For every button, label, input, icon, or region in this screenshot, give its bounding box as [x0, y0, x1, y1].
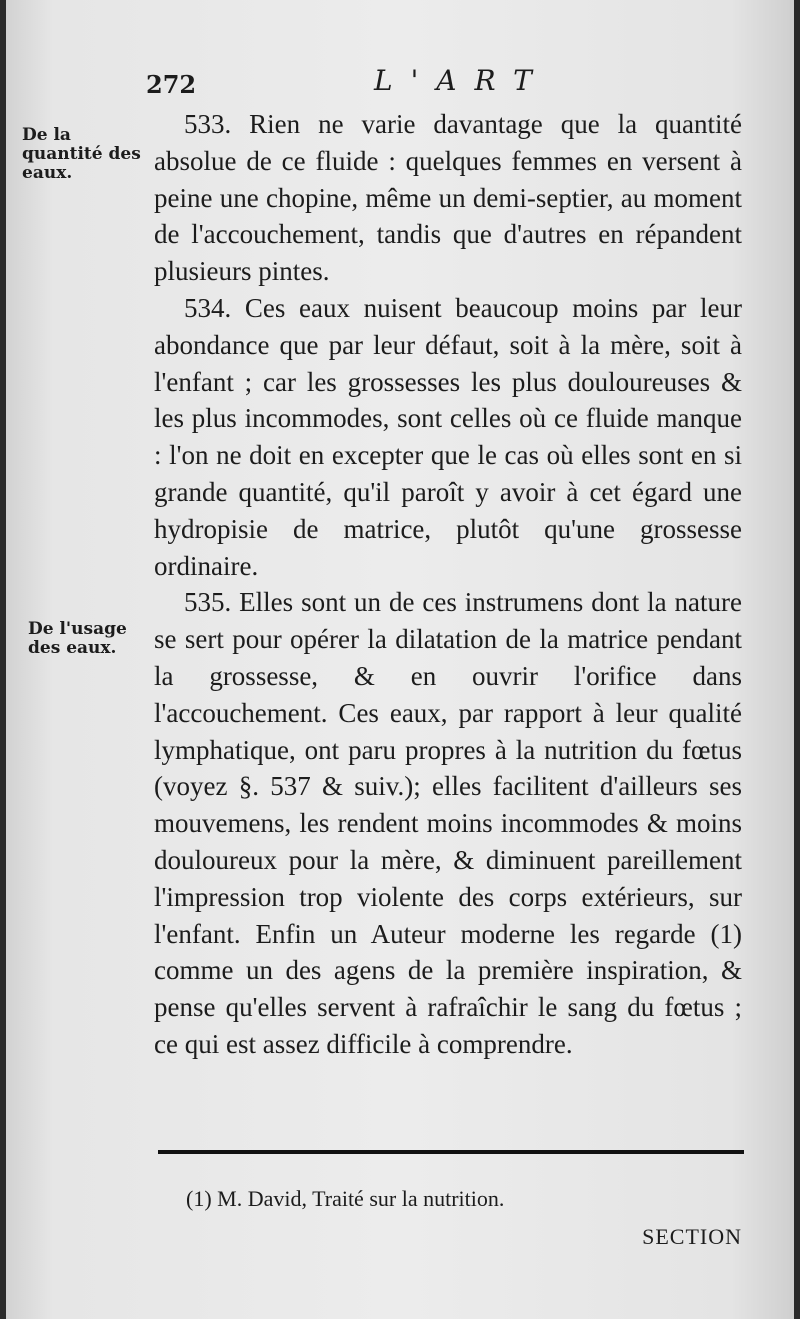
- book-page: [6, 0, 794, 1319]
- catchword: SECTION: [642, 1224, 742, 1249]
- page-number: 272: [146, 70, 197, 99]
- margin-note-quantity: De la quantité des eaux.: [22, 125, 141, 183]
- running-title: L'ART: [374, 64, 550, 97]
- footnote-rule: [158, 1150, 744, 1154]
- margin-note-usage: De l'usage des eaux.: [28, 619, 127, 658]
- paragraph-533: 533. Rien ne varie davantage que la quantité absolue de ce fluide : quelques femmes en versent à peine une chopine, même un demi-septier, au moment de l'accouchement, tandis que d'autres en répandent plusieurs pintes.: [154, 109, 742, 287]
- paragraph-534: 534. Ces eaux nuisent beaucoup moins par leur abondance que par leur défaut, soit à la mère, soit à l'enfant ; car les grossesses les plus douloureuses & les plus incommodes, sont celles où ce fluide manque : l'on ne doit en excepter que le cas où elles sont en si grande quantité, qu'il paroît y avoir à cet égard une hydropisie de matrice, plutôt qu'une grossesse ordinaire.: [154, 292, 742, 581]
- body-text: [154, 106, 742, 1063]
- footnote: (1) M. David, Traité sur la nutrition.: [186, 1186, 505, 1211]
- paragraph-535: 535. Elles sont un de ces instrumens dont la nature se sert pour opérer la dilatation de la matrice pendant la grossesse, & en ouvrir l'orifice dans l'accouchement. Ces eaux, par rapport à leur qualité lymphatique, ont paru propres à la nutrition du fœtus (voyez §. 537 & suiv.); elles facilitent d'ailleurs ses mouvemens, les rendent moins incommodes & moins douloureux pour la mère, & diminuent pareillement l'impression trop violente des corps extérieurs, sur l'enfant. Enfin un Auteur moderne les regarde (1) comme un des agens de la première inspiration, & pense qu'elles servent à rafraîchir le sang du fœtus ; ce qui est assez difficile à comprendre.: [154, 587, 742, 1059]
- page-header: [146, 64, 746, 104]
